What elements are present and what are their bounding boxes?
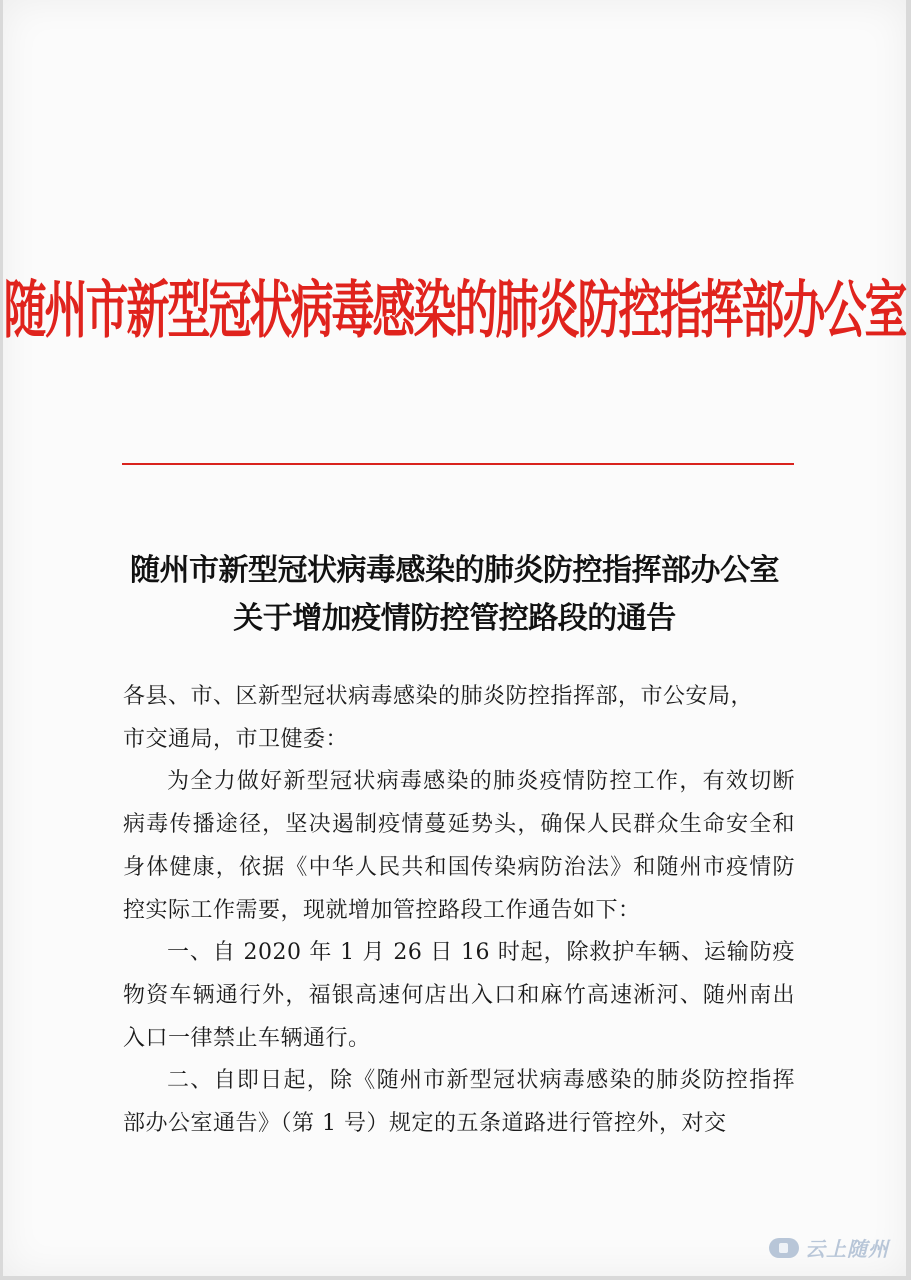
watermark [769, 1233, 889, 1262]
item-1-paragraph: 一、自 2020 年 1 月 26 日 16 时起，除救护车辆、运输防疫物资车辆通行外，福银高速何店出入口和麻竹高速淅河、随州南出入口一律禁止车辆通行。 [123, 940, 795, 1051]
red-header-org-name: 随州市新型冠状病毒感染的肺炎防控指挥部办公室 [3, 275, 906, 348]
watermark-text: 云上随州 [805, 1237, 889, 1261]
notice-title-line2: 关于增加疫情防控管控路段的通告 [233, 601, 676, 636]
notice-body [123, 676, 795, 1146]
addressee-line2: 市交通局，市卫健委： [123, 726, 349, 752]
notice-title-line1: 随州市新型冠状病毒感染的肺炎防控指挥部办公室 [130, 553, 779, 588]
addressee-line1: 各县、市、区新型冠状病毒感染的肺炎防控指挥部，市公安局， [123, 684, 754, 709]
cloud-icon [769, 1238, 799, 1258]
red-divider-line [122, 463, 794, 465]
item-2-paragraph: 二、自即日起，除《随州市新型冠状病毒感染的肺炎防控指挥部办公室通告》（第 1 号）规定的五条道路进行管控外，对交 [123, 1068, 795, 1137]
document-page [3, 0, 906, 1276]
intro-paragraph: 为全力做好新型冠状病毒感染的肺炎疫情防控工作，有效切断病毒传播途径，坚决遏制疫情蔓延势头，确保人民群众生命安全和身体健康，依据《中华人民共和国传染病防治法》和随州市疫情防控实际工作需要，现就增加管控路段工作通告如下： [123, 769, 795, 923]
